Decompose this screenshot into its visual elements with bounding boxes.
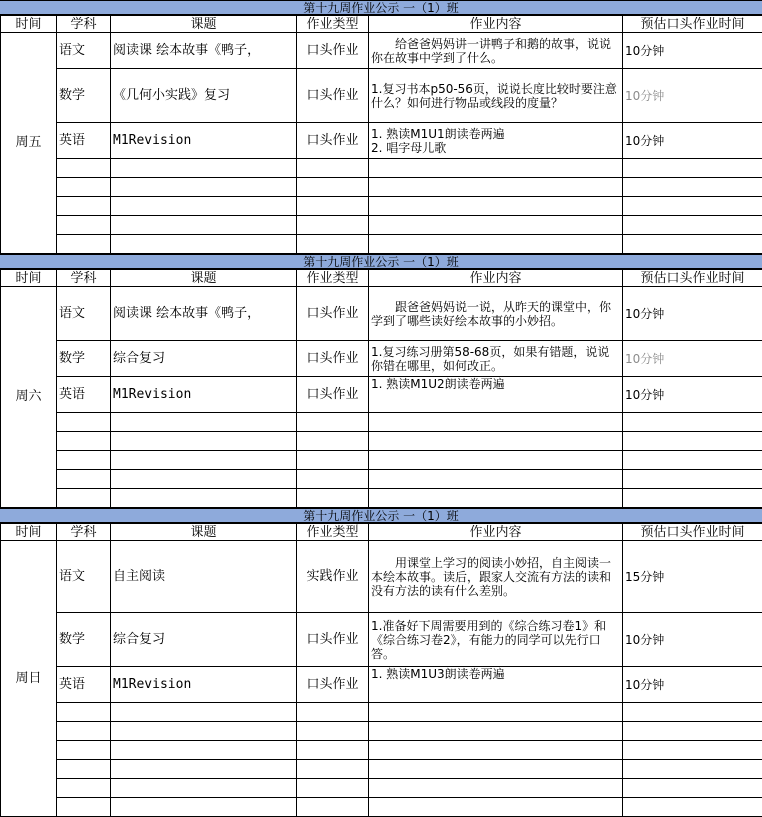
- topic-cell: M1Revision: [111, 667, 297, 703]
- blank-cell: [297, 159, 369, 178]
- blank-cell: [57, 760, 111, 779]
- blank-cell: [111, 197, 297, 216]
- blank-row: [1, 413, 762, 432]
- blank-cell: [623, 159, 762, 178]
- content-cell: 1.复习练习册第58-68页，如果有错题，说说你错在哪里，如何改正。: [369, 341, 623, 377]
- type-cell: 口头作业: [297, 341, 369, 377]
- blank-cell: [297, 779, 369, 798]
- blank-cell: [57, 216, 111, 235]
- blank-cell: [57, 470, 111, 489]
- blank-row: [1, 741, 762, 760]
- blank-cell: [623, 216, 762, 235]
- blank-cell: [57, 703, 111, 722]
- topic-cell: 自主阅读: [111, 541, 297, 613]
- day-cell: 周五: [1, 33, 57, 254]
- blank-cell: [297, 432, 369, 451]
- subject-cell: 英语: [57, 377, 111, 413]
- time-cell: 10分钟: [623, 123, 762, 159]
- section-saturday: [0, 254, 762, 508]
- day-cell: 周日: [1, 541, 57, 817]
- topic-cell: 综合复习: [111, 613, 297, 667]
- table-row: [1, 667, 762, 703]
- table-row: [1, 377, 762, 413]
- blank-cell: [369, 235, 623, 254]
- blank-row: [1, 159, 762, 178]
- blank-cell: [111, 451, 297, 470]
- header-type: 作业类型: [297, 524, 369, 541]
- blank-cell: [369, 703, 623, 722]
- blank-row: [1, 703, 762, 722]
- blank-cell: [57, 178, 111, 197]
- header-subject: 学科: [57, 524, 111, 541]
- blank-cell: [111, 413, 297, 432]
- blank-cell: [111, 489, 297, 508]
- blank-cell: [57, 413, 111, 432]
- blank-cell: [297, 760, 369, 779]
- content-cell: 用课堂上学习的阅读小妙招，自主阅读一本绘本故事。读后，跟家人交流有方法的读和没有方法的读有什么差别。: [369, 541, 623, 613]
- blank-cell: [111, 741, 297, 760]
- subject-cell: 英语: [57, 123, 111, 159]
- table-row: [1, 123, 762, 159]
- content-cell: 1. 熟读M1U2朗读卷两遍: [369, 377, 623, 413]
- blank-cell: [111, 432, 297, 451]
- blank-row: [1, 216, 762, 235]
- section-title: 第十九周作业公示 一（1）班: [0, 508, 762, 523]
- blank-cell: [369, 760, 623, 779]
- type-cell: 口头作业: [297, 667, 369, 703]
- type-cell: 口头作业: [297, 123, 369, 159]
- blank-cell: [369, 413, 623, 432]
- blank-cell: [623, 413, 762, 432]
- section-sunday: [0, 508, 762, 817]
- blank-cell: [57, 489, 111, 508]
- blank-cell: [369, 470, 623, 489]
- blank-cell: [297, 798, 369, 817]
- subject-cell: 数学: [57, 341, 111, 377]
- blank-cell: [57, 235, 111, 254]
- blank-row: [1, 722, 762, 741]
- subject-cell: 英语: [57, 667, 111, 703]
- blank-cell: [297, 178, 369, 197]
- content-cell: 跟爸爸妈妈说一说，从昨天的课堂中，你学到了哪些读好绘本故事的小妙招。: [369, 287, 623, 341]
- blank-cell: [623, 470, 762, 489]
- blank-cell: [623, 235, 762, 254]
- blank-row: [1, 798, 762, 817]
- blank-cell: [369, 451, 623, 470]
- blank-cell: [111, 178, 297, 197]
- content-cell: 1. 熟读M1U3朗读卷两遍: [369, 667, 623, 703]
- header-row: [1, 524, 762, 541]
- blank-cell: [297, 413, 369, 432]
- section-title: 第十九周作业公示 一（1）班: [0, 254, 762, 269]
- header-time: 时间: [1, 524, 57, 541]
- content-cell: 给爸爸妈妈讲一讲鸭子和鹅的故事，说说你在故事中学到了什么。: [369, 33, 623, 69]
- header-row: [1, 16, 762, 33]
- blank-cell: [623, 779, 762, 798]
- blank-cell: [369, 432, 623, 451]
- type-cell: 口头作业: [297, 287, 369, 341]
- blank-cell: [57, 741, 111, 760]
- table-row: [1, 613, 762, 667]
- header-row: [1, 270, 762, 287]
- blank-row: [1, 760, 762, 779]
- content-cell: 1. 熟读M1U1朗读卷两遍 2. 唱字母儿歌: [369, 123, 623, 159]
- blank-cell: [57, 197, 111, 216]
- section-title: 第十九周作业公示 一（1）班: [0, 0, 762, 15]
- day-cell: 周六: [1, 287, 57, 508]
- table-row: [1, 341, 762, 377]
- blank-cell: [297, 470, 369, 489]
- time-cell: 10分钟: [623, 33, 762, 69]
- blank-cell: [369, 741, 623, 760]
- header-topic: 课题: [111, 524, 297, 541]
- blank-cell: [57, 779, 111, 798]
- header-topic: 课题: [111, 270, 297, 287]
- topic-cell: 《几何小实践》复习: [111, 69, 297, 123]
- section-friday: [0, 0, 762, 254]
- time-cell: 10分钟: [623, 613, 762, 667]
- time-cell: 10分钟: [623, 287, 762, 341]
- blank-row: [1, 451, 762, 470]
- blank-cell: [57, 798, 111, 817]
- blank-cell: [369, 216, 623, 235]
- blank-cell: [623, 451, 762, 470]
- time-cell: 15分钟: [623, 541, 762, 613]
- blank-cell: [111, 159, 297, 178]
- blank-cell: [369, 779, 623, 798]
- blank-cell: [623, 178, 762, 197]
- blank-cell: [297, 235, 369, 254]
- table-row: [1, 541, 762, 613]
- header-content: 作业内容: [369, 16, 623, 33]
- header-type: 作业类型: [297, 270, 369, 287]
- subject-cell: 语文: [57, 33, 111, 69]
- type-cell: 口头作业: [297, 69, 369, 123]
- blank-cell: [369, 197, 623, 216]
- header-content: 作业内容: [369, 270, 623, 287]
- blank-cell: [111, 779, 297, 798]
- blank-cell: [111, 470, 297, 489]
- subject-cell: 数学: [57, 613, 111, 667]
- blank-cell: [297, 741, 369, 760]
- header-duration: 预估口头作业时间: [623, 524, 762, 541]
- blank-row: [1, 178, 762, 197]
- blank-cell: [297, 216, 369, 235]
- blank-row: [1, 489, 762, 508]
- table-row: [1, 33, 762, 69]
- homework-table: [0, 269, 762, 508]
- blank-cell: [297, 197, 369, 216]
- subject-cell: 数学: [57, 69, 111, 123]
- blank-cell: [111, 703, 297, 722]
- topic-cell: 阅读课 绘本故事《鸭子，: [111, 33, 297, 69]
- blank-cell: [369, 489, 623, 508]
- topic-cell: 阅读课 绘本故事《鸭子，: [111, 287, 297, 341]
- blank-cell: [369, 722, 623, 741]
- blank-cell: [111, 798, 297, 817]
- blank-cell: [111, 235, 297, 254]
- blank-cell: [369, 159, 623, 178]
- topic-cell: M1Revision: [111, 377, 297, 413]
- blank-cell: [297, 703, 369, 722]
- homework-table: [0, 523, 762, 817]
- blank-cell: [623, 703, 762, 722]
- blank-row: [1, 197, 762, 216]
- blank-cell: [623, 760, 762, 779]
- blank-cell: [111, 760, 297, 779]
- blank-cell: [623, 722, 762, 741]
- topic-cell: M1Revision: [111, 123, 297, 159]
- blank-cell: [297, 451, 369, 470]
- blank-row: [1, 470, 762, 489]
- blank-cell: [623, 798, 762, 817]
- type-cell: 口头作业: [297, 33, 369, 69]
- header-time: 时间: [1, 16, 57, 33]
- blank-cell: [57, 451, 111, 470]
- header-subject: 学科: [57, 270, 111, 287]
- time-cell: 10分钟: [623, 69, 762, 123]
- type-cell: 口头作业: [297, 613, 369, 667]
- header-duration: 预估口头作业时间: [623, 270, 762, 287]
- blank-cell: [111, 216, 297, 235]
- blank-cell: [57, 722, 111, 741]
- blank-row: [1, 432, 762, 451]
- blank-cell: [369, 798, 623, 817]
- blank-cell: [623, 741, 762, 760]
- header-subject: 学科: [57, 16, 111, 33]
- topic-cell: 综合复习: [111, 341, 297, 377]
- blank-row: [1, 235, 762, 254]
- header-time: 时间: [1, 270, 57, 287]
- time-cell: 10分钟: [623, 377, 762, 413]
- subject-cell: 语文: [57, 287, 111, 341]
- content-cell: 1.准备好下周需要用到的《综合练习卷1》和《综合练习卷2》，有能力的同学可以先行口答。: [369, 613, 623, 667]
- blank-cell: [297, 722, 369, 741]
- type-cell: 实践作业: [297, 541, 369, 613]
- blank-cell: [623, 432, 762, 451]
- blank-cell: [623, 197, 762, 216]
- blank-cell: [297, 489, 369, 508]
- blank-cell: [57, 432, 111, 451]
- blank-cell: [111, 722, 297, 741]
- time-cell: 10分钟: [623, 667, 762, 703]
- blank-cell: [623, 489, 762, 508]
- header-duration: 预估口头作业时间: [623, 16, 762, 33]
- blank-cell: [369, 178, 623, 197]
- header-content: 作业内容: [369, 524, 623, 541]
- blank-cell: [57, 159, 111, 178]
- table-row: [1, 69, 762, 123]
- content-cell: 1.复习书本p50-56页，说说长度比较时要注意什么？如何进行物品或线段的度量？: [369, 69, 623, 123]
- header-topic: 课题: [111, 16, 297, 33]
- type-cell: 口头作业: [297, 377, 369, 413]
- homework-table: [0, 15, 762, 254]
- blank-row: [1, 779, 762, 798]
- subject-cell: 语文: [57, 541, 111, 613]
- time-cell: 10分钟: [623, 341, 762, 377]
- table-row: [1, 287, 762, 341]
- header-type: 作业类型: [297, 16, 369, 33]
